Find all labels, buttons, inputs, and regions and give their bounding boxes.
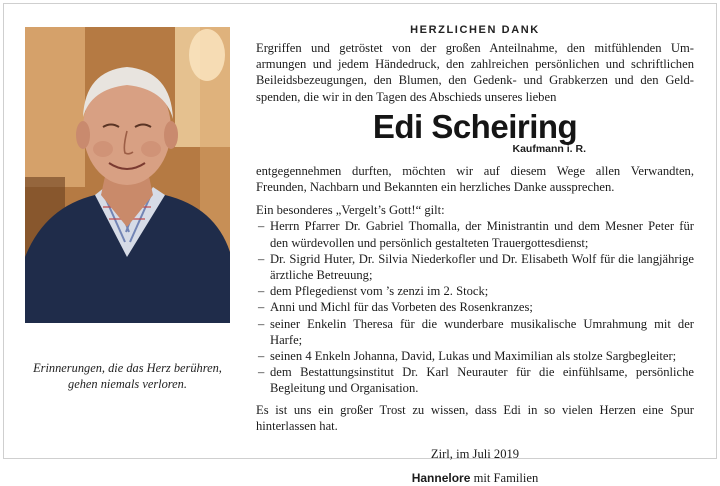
list-item-line: – seinen 4 Enkeln Johanna, David, Lukas und Maximilian als stolze Sargbegleiter; [270, 349, 677, 364]
list-item [256, 348, 694, 364]
list-item-line: Harfe; [270, 332, 303, 347]
signature-name: Hannelore [411, 471, 471, 486]
list-item [256, 251, 694, 283]
thanks-list [256, 218, 694, 396]
signature-rest: mit Familien [473, 471, 539, 486]
signature [256, 470, 694, 486]
after-name-line-1: entgegennehmen durften, möchten wir auf diesem Wege allen Verwandten, [256, 163, 694, 178]
list-item-line: – Herrn Pfarrer Dr. Gabriel Thomalla, der Ministrantin und dem Mesner Peter für [270, 219, 694, 234]
after-name-paragraph [256, 163, 694, 195]
place-date: Zirl, im Juli 2019 [430, 447, 520, 462]
list-item-line: den würdevollen und persönlich gestalteten Trauergottesdienst; [270, 235, 589, 250]
list-item-line: – dem Bestattungsinstitut Dr. Karl Neurauter für die einfühlsame, persönliche [270, 365, 694, 380]
list-item [256, 364, 694, 396]
closing-line-2: hinterlassen hat. [256, 418, 338, 433]
after-name-line-2: Freunden, Nachbarn und Bekannten ein herzliches Danke aussprechen. [256, 180, 615, 195]
closing-line-1: Es ist uns ein großer Trost zu wissen, dass Edi in so vielen Herzen eine Spur [256, 402, 694, 417]
intro-line-4: spenden, die wir in den Tagen des Abschieds unseres lieben [256, 89, 557, 104]
list-item-line: ärztliche Betreuung; [270, 268, 373, 283]
notice-text [256, 24, 694, 486]
memorial-quote [25, 360, 230, 392]
special-thanks-text: Ein besonderes „Vergelt’s Gott!“ gilt: [256, 203, 445, 218]
notice-heading: HERZLICHEN DANK [410, 24, 540, 36]
intro-line-1: Ergriffen und getröstet von der großen Anteilnahme, den mitfühlenden Um- [256, 41, 694, 55]
intro-paragraph [256, 40, 694, 105]
intro-line-2: armungen und jedem Händedruck, den zahlreichen persönlichen und schriftlichen [256, 57, 694, 72]
list-item [256, 316, 694, 348]
intro-line-3: Beileidsbezeugungen, den Blumen, den Gedenk- und Grabkerzen und den Geld- [256, 73, 694, 88]
quote-line-2: gehen niemals verloren. [68, 377, 187, 391]
list-item-line: – dem Pflegedienst vom ’s zenzi im 2. Stock; [270, 284, 489, 299]
list-item-line: – seiner Enkelin Theresa für die wunderbare musikalische Umrahmung mit der [270, 316, 694, 331]
list-item-line: – Anni und Michl für das Vorbeten des Rosenkranzes; [270, 300, 533, 315]
list-item-line: – Dr. Sigrid Huter, Dr. Silvia Niederkofler und Dr. Elisabeth Wolf für die langjährige [270, 251, 694, 266]
deceased-name: Edi Scheiring [372, 107, 578, 145]
special-thanks-intro [256, 202, 694, 218]
portrait-illustration [25, 27, 230, 323]
deceased-title: Kaufmann i. R. [512, 142, 586, 155]
quote-line-1: Erinnerungen, die das Herz berühren, [33, 361, 222, 375]
list-item [256, 299, 694, 315]
portrait-photo [25, 27, 230, 323]
list-item-line: Begleitung und Organisation. [270, 381, 419, 396]
list-item [256, 283, 694, 299]
closing-paragraph [256, 402, 694, 434]
list-item [256, 218, 694, 250]
